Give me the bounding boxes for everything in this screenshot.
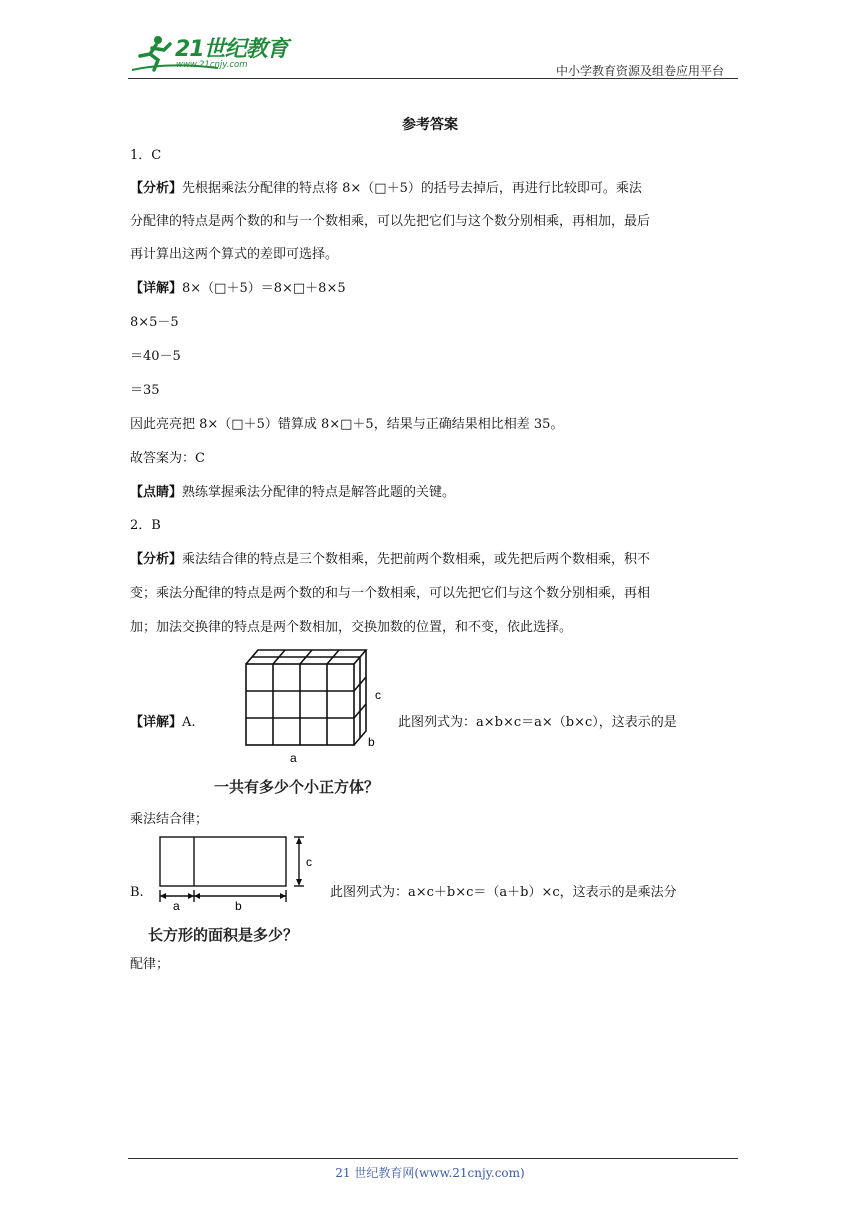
q2-option-b-continued: 配律；	[130, 957, 170, 972]
q2-analysis-line-3: 加；加法交换律的特点是两个数相加，交换加数的位置，和不变，依此选择。	[130, 620, 573, 635]
q1-calc-1: 8×5－5	[130, 315, 179, 330]
q1-tip-tag: 【点睛】	[130, 485, 183, 500]
rectangle-figure	[155, 834, 325, 914]
rect-label-a: a	[173, 899, 180, 913]
q1-detail-tag: 【详解】	[130, 281, 183, 296]
q2-option-a-label: A.	[182, 715, 196, 730]
rect-label-c: c	[306, 855, 312, 869]
q1-final-answer: 故答案为：C	[130, 451, 205, 466]
q2-analysis-text-1: 乘法结合律的特点是三个数相乘，先把前两个数相乘，或先把后两个数相乘，积不	[182, 552, 651, 567]
logo-url: www.21cnjy.com	[176, 60, 248, 70]
q2-analysis-line-2: 变；乘法分配律的特点是两个数的和与一个数相乘，可以先把它们与这个数分别相乘，再相	[130, 586, 651, 601]
q1-conclusion: 因此亮亮把 8×（□＋5）错算成 8×□＋5，结果与正确结果相比相差 35。	[130, 417, 564, 432]
cuboid-figure	[238, 644, 386, 766]
q1-tip-line	[130, 476, 734, 509]
cuboid-caption: 一共有多少个小正方体？	[214, 778, 380, 796]
cuboid-label-a: a	[290, 751, 297, 765]
cuboid-label-b: b	[368, 735, 375, 749]
q2-analysis-line-1	[130, 543, 734, 576]
rect-label-b: b	[235, 899, 242, 913]
logo-text: 21世纪教育	[175, 37, 288, 62]
q1-tip-text: 熟练掌握乘法分配律的特点是解答此题的关键。	[182, 485, 456, 500]
q2-analysis-tag: 【分析】	[130, 552, 183, 567]
q1-answer: 1．C	[130, 148, 162, 163]
header-divider	[128, 78, 738, 79]
q1-analysis-line-2: 分配律的特点是两个数的和与一个数相乘，可以先把它们与这个数分别相乘，再相加，最后	[130, 214, 651, 229]
q2-option-a-text: 此图列式为：a×b×c＝a×（b×c），这表示的是	[398, 715, 677, 730]
q1-analysis-line-1	[130, 172, 734, 205]
q1-detail-text: 8×（□＋5）＝8×□＋8×5	[182, 281, 346, 296]
header-platform-text: 中小学教育资源及组卷应用平台	[555, 64, 724, 78]
footer-divider	[128, 1158, 738, 1159]
cuboid-label-c: c	[375, 688, 381, 702]
q1-calc-2: ＝40－5	[130, 349, 181, 364]
q2-detail-tag: 【详解】	[130, 715, 183, 730]
q2-option-a-continued: 乘法结合律；	[130, 812, 209, 827]
q1-analysis-tag: 【分析】	[130, 181, 183, 196]
q2-option-b-text: 此图列式为：a×c＋b×c＝（a＋b）×c，这表示的是乘法分	[330, 885, 677, 900]
page-header	[128, 28, 738, 80]
rectangle-caption: 长方形的面积是多少？	[148, 926, 299, 944]
q2-answer: 2．B	[130, 518, 161, 533]
q2-option-b-label: B.	[130, 885, 144, 900]
page-title: 参考答案	[402, 117, 458, 133]
q1-analysis-line-3: 再计算出这两个算式的差即可选择。	[130, 247, 339, 262]
page-footer: 21 世纪教育网(www.21cnjy.com)	[335, 1166, 525, 1180]
q1-calc-3: ＝35	[130, 383, 160, 398]
q1-analysis-text-1: 先根据乘法分配律的特点将 8×（□＋5）的括号去掉后，再进行比较即可。乘法	[182, 181, 642, 196]
q1-detail-line	[130, 272, 734, 305]
